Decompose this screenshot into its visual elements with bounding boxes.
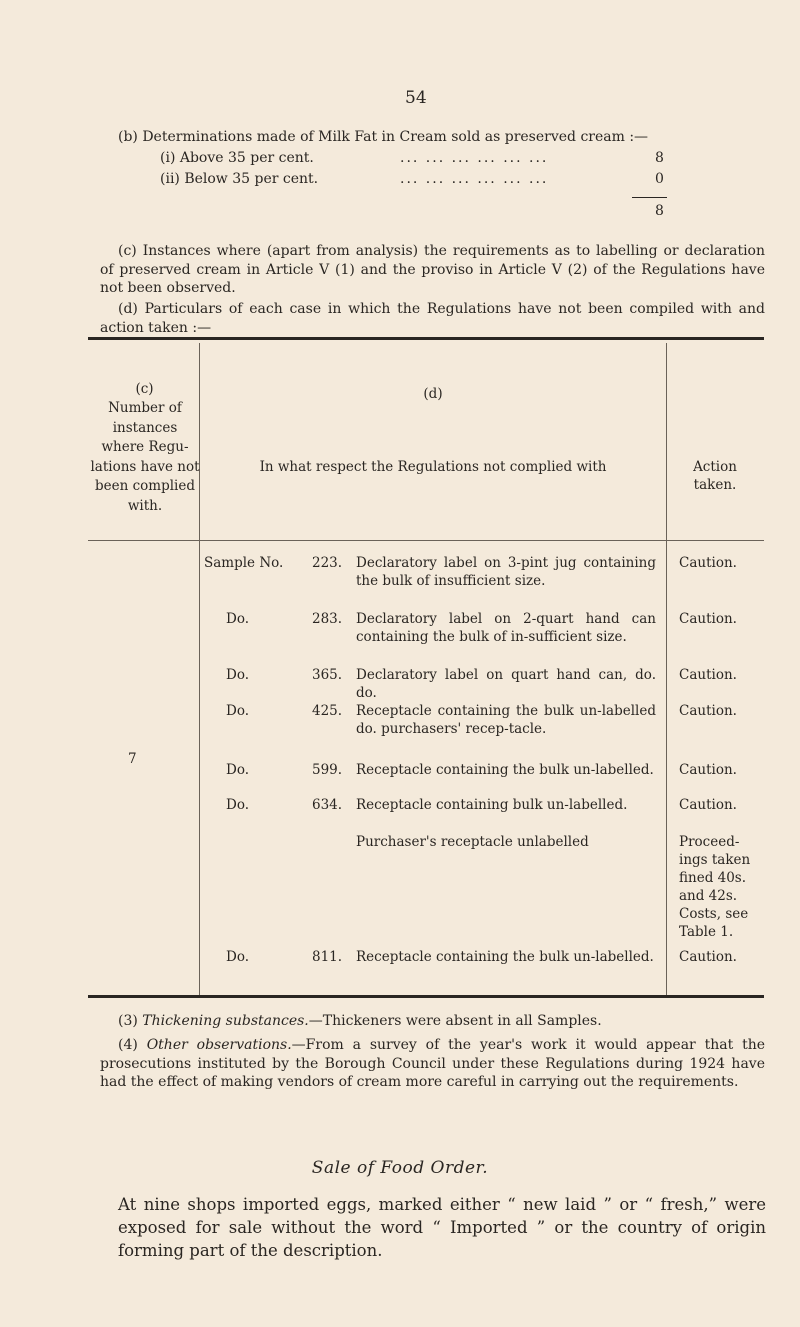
table-divider-2 (666, 343, 667, 995)
page-number: 54 (405, 88, 427, 108)
action-text: Caution. (679, 949, 737, 965)
section-b-heading: (b) Determinations made of Milk Fat in Cream sold as preserved cream :— (118, 129, 649, 145)
col-d-header: In what respect the Regulations not complied with (259, 459, 607, 475)
section-b-row-1-dots: ... ... ... ... ... ... (400, 150, 549, 166)
sample-number: 634. (312, 797, 343, 813)
sample-number: 811. (312, 949, 343, 965)
respect-text: Declaratory label on 2-quart hand can containing the bulk of in-sufficient size. (356, 611, 656, 645)
section-b-row-2-dots: ... ... ... ... ... ... (400, 171, 549, 187)
section-c-paragraph: (c) Instances where (apart from analysis) the requirements as to labelling or declaration of preserved cream in Article V (1) and the proviso in Article V (2) of the Regulations have not been observed. (100, 243, 765, 296)
action-text: Caution. (679, 762, 737, 778)
section-4-prefix: (4) (118, 1037, 138, 1053)
respect-text: Receptacle containing the bulk un-labelled do. purchasers' recep-tacle. (356, 703, 656, 737)
sample-label: Do. (226, 611, 250, 627)
table-header-rule (88, 540, 764, 541)
sample-label: Sample No. (204, 555, 284, 571)
respect-text: Declaratory label on 3-pint jug containing the bulk of insufficient size. (356, 555, 656, 589)
sample-number: 223. (312, 555, 343, 571)
section-b-row-1-label: (i) Above 35 per cent. (160, 150, 314, 166)
respect-text: Receptacle containing the bulk un-labelled. (356, 949, 654, 965)
respect-text: Declaratory label on quart hand can, do. do. (356, 667, 656, 701)
section-b-row-2-value: 0 (655, 171, 664, 187)
table-top-rule (88, 337, 764, 340)
section-3 (118, 1012, 602, 1030)
section-3-title: Thickening substances. (142, 1013, 309, 1029)
section-4-title: Other observations. (146, 1037, 292, 1053)
col-action-header: Action taken. (693, 459, 737, 493)
total-rule (632, 197, 667, 198)
sample-label: Do. (226, 797, 250, 813)
respect-text: Purchaser's receptacle unlabelled (356, 834, 589, 850)
section-b-row-1-value: 8 (655, 150, 664, 166)
action-text: Caution. (679, 797, 737, 813)
respect-text: Receptacle containing bulk un-labelled. (356, 797, 628, 813)
col-d-label: (d) (423, 386, 443, 402)
section-4-text: —From a survey of the year's work it would appear that the prosecutions instituted by the Borough Council under these Regulations during 1924 have had the effect of making vendors of cream more careful in carrying out the requirements. (100, 1037, 765, 1090)
sample-number: 283. (312, 611, 343, 627)
col-c-label: (c) (135, 381, 154, 397)
sample-label: Do. (226, 949, 250, 965)
sale-of-food-heading: Sale of Food Order. (311, 1158, 489, 1178)
section-b-row-2-label: (ii) Below 35 per cent. (160, 171, 319, 187)
sample-number: 365. (312, 667, 343, 683)
sale-of-food-paragraph: At nine shops imported eggs, marked either “ new laid ” or “ fresh,” were exposed for sale without the word “ Imported ” or the country of origin forming part of the description. (118, 1195, 766, 1260)
action-text: Caution. (679, 703, 737, 719)
section-3-prefix: (3) (118, 1013, 138, 1029)
action-text: Caution. (679, 611, 737, 627)
table-bottom-rule (88, 995, 764, 998)
sample-label: Do. (226, 667, 250, 683)
section-3-text: —Thickeners were absent in all Samples. (308, 1013, 602, 1029)
sample-label: Do. (226, 703, 250, 719)
sample-number: 425. (312, 703, 343, 719)
action-text: Caution. (679, 667, 737, 683)
action-text: Proceed-ings taken fined 40s. and 42s. Costs, see Table 1. (679, 834, 751, 940)
col-c-header: Number of instances where Regu-lations have not been complied with. (90, 400, 200, 514)
sample-label: Do. (226, 762, 250, 778)
section-4-paragraph (100, 1036, 765, 1092)
instances-count: 7 (128, 751, 137, 767)
section-b-total: 8 (655, 203, 664, 219)
action-text: Caution. (679, 555, 737, 571)
respect-text: Receptacle containing the bulk un-labelled. (356, 762, 654, 778)
sample-number: 599. (312, 762, 343, 778)
section-d-paragraph: (d) Particulars of each case in which the Regulations have not been compiled with and action taken :— (100, 301, 765, 336)
